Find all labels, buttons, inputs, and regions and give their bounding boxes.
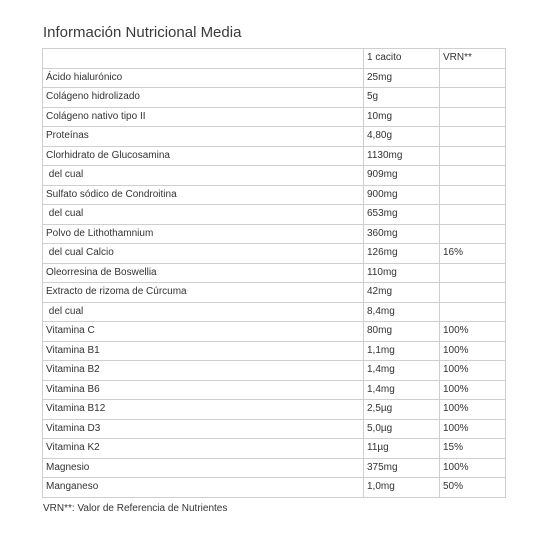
cell-nutrient-name: Polvo de Lithothamnium — [43, 224, 364, 244]
cell-nutrient-name: Vitamina B1 — [43, 341, 364, 361]
cell-amount: 653mg — [364, 205, 440, 225]
cell-amount: 5,0µg — [364, 419, 440, 439]
cell-nutrient-name: Ácido hialurónico — [43, 68, 364, 88]
cell-nutrient-name: Colágeno nativo tipo II — [43, 107, 364, 127]
header-cell-name — [43, 49, 364, 69]
cell-nutrient-name: Sulfato sódico de Condroitina — [43, 185, 364, 205]
cell-vrn — [440, 302, 506, 322]
table-row — [43, 146, 506, 166]
cell-nutrient-name: Clorhidrato de Glucosamina — [43, 146, 364, 166]
cell-vrn: 100% — [440, 361, 506, 381]
cell-vrn — [440, 205, 506, 225]
table-row — [43, 380, 506, 400]
cell-amount: 126mg — [364, 244, 440, 264]
footnote: VRN**: Valor de Referencia de Nutrientes — [43, 503, 228, 514]
table-header-row — [43, 49, 506, 69]
cell-amount: 42mg — [364, 283, 440, 303]
cell-nutrient-name: Vitamina B6 — [43, 380, 364, 400]
header-cell-vrn: VRN** — [440, 49, 506, 69]
cell-vrn: 15% — [440, 439, 506, 459]
table-row — [43, 166, 506, 186]
cell-vrn — [440, 185, 506, 205]
table-row — [43, 68, 506, 88]
cell-nutrient-name: Manganeso — [43, 478, 364, 498]
cell-nutrient-name: Magnesio — [43, 458, 364, 478]
cell-vrn — [440, 224, 506, 244]
cell-amount: 110mg — [364, 263, 440, 283]
cell-amount: 25mg — [364, 68, 440, 88]
table-row — [43, 478, 506, 498]
cell-vrn: 100% — [440, 458, 506, 478]
table-row — [43, 419, 506, 439]
cell-amount: 1,4mg — [364, 361, 440, 381]
table-row — [43, 302, 506, 322]
table-row — [43, 127, 506, 147]
cell-nutrient-name: Extracto de rizoma de Cúrcuma — [43, 283, 364, 303]
cell-amount: 1,1mg — [364, 341, 440, 361]
cell-amount: 2,5µg — [364, 400, 440, 420]
cell-nutrient-name: Vitamina K2 — [43, 439, 364, 459]
table-row — [43, 341, 506, 361]
cell-vrn: 50% — [440, 478, 506, 498]
table-row — [43, 322, 506, 342]
cell-nutrient-name: del cual Calcio — [43, 244, 364, 264]
cell-vrn: 100% — [440, 341, 506, 361]
cell-vrn — [440, 127, 506, 147]
cell-vrn — [440, 88, 506, 108]
header-cell-amount: 1 cacito — [364, 49, 440, 69]
table-row — [43, 224, 506, 244]
cell-amount: 900mg — [364, 185, 440, 205]
cell-amount: 10mg — [364, 107, 440, 127]
cell-amount: 5g — [364, 88, 440, 108]
cell-amount: 1,0mg — [364, 478, 440, 498]
nutrition-table-body — [43, 49, 506, 498]
table-row — [43, 205, 506, 225]
table-row — [43, 458, 506, 478]
cell-amount: 375mg — [364, 458, 440, 478]
cell-vrn — [440, 263, 506, 283]
cell-amount: 1130mg — [364, 146, 440, 166]
cell-vrn: 100% — [440, 380, 506, 400]
cell-amount: 4,80g — [364, 127, 440, 147]
table-row — [43, 263, 506, 283]
cell-nutrient-name: del cual — [43, 205, 364, 225]
table-row — [43, 361, 506, 381]
cell-nutrient-name: Colágeno hidrolizado — [43, 88, 364, 108]
cell-vrn: 100% — [440, 400, 506, 420]
nutrition-table — [42, 48, 506, 498]
cell-vrn — [440, 107, 506, 127]
cell-nutrient-name: del cual — [43, 166, 364, 186]
page-title: Información Nutricional Media — [43, 24, 242, 41]
cell-nutrient-name: Vitamina D3 — [43, 419, 364, 439]
cell-vrn: 16% — [440, 244, 506, 264]
cell-amount: 80mg — [364, 322, 440, 342]
cell-amount: 1,4mg — [364, 380, 440, 400]
table-row — [43, 439, 506, 459]
cell-nutrient-name: Proteínas — [43, 127, 364, 147]
table-row — [43, 185, 506, 205]
cell-amount: 8,4mg — [364, 302, 440, 322]
cell-amount: 360mg — [364, 224, 440, 244]
cell-vrn — [440, 146, 506, 166]
cell-nutrient-name: del cual — [43, 302, 364, 322]
cell-nutrient-name: Vitamina C — [43, 322, 364, 342]
cell-nutrient-name: Oleorresina de Boswellia — [43, 263, 364, 283]
table-row — [43, 283, 506, 303]
cell-vrn — [440, 68, 506, 88]
table-row — [43, 107, 506, 127]
cell-nutrient-name: Vitamina B12 — [43, 400, 364, 420]
table-row — [43, 400, 506, 420]
cell-amount: 11µg — [364, 439, 440, 459]
cell-nutrient-name: Vitamina B2 — [43, 361, 364, 381]
table-row — [43, 88, 506, 108]
table-row — [43, 244, 506, 264]
cell-vrn — [440, 283, 506, 303]
cell-amount: 909mg — [364, 166, 440, 186]
cell-vrn: 100% — [440, 419, 506, 439]
cell-vrn — [440, 166, 506, 186]
cell-vrn: 100% — [440, 322, 506, 342]
